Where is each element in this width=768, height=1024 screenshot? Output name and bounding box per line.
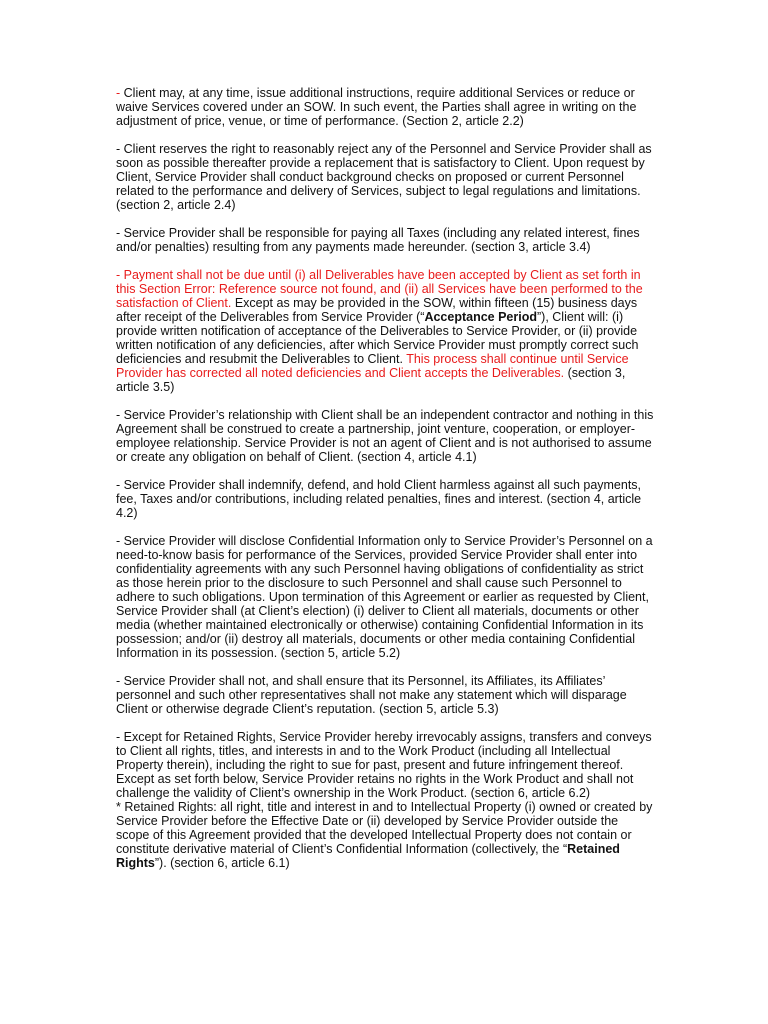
clause-text: - Service Provider will disclose Confidential Information only to Service Provider’s Personnel on a need-to-know basis for performance of the Services, provided Service Provider shall enter into confidentiality agreements with any such Personnel having obligations of confidentiality as strict as those herein prior to the disclosure to such Personnel and shall cause such Personnel to adhere to such obligations. Upon termination of this Agreement or earlier as requested by Client, Service Provider shall (at Client’s election) (i) deliver to Client all materials, documents or other media (whether maintained electronically or otherwise) containing Confidential Information in its possession; and/or (ii) destroy all materials, documents or other media containing Confidential Information in its possession. (section 5, article 5.2)	[116, 534, 653, 660]
clause-independent-contractor	[116, 408, 654, 464]
clause-text: * Retained Rights: all right, title and interest in and to Intellectual Property (i) owned or created by Service Provider before the Effective Date or (ii) developed by Service Provider outside the scope of this Agreement provided that the developed Intellectual Property does not contain or constitute derivative material of Client’s Confidential Information (collectively, the “	[116, 800, 653, 856]
clause-text: Client may, at any time, issue additional instructions, require additional Services or reduce or waive Services covered under an SOW. In such event, the Parties shall agree in writing on the adjustment of price, venue, or time of performance. (Section 2, article 2.2)	[116, 86, 637, 128]
clause-client-instructions	[116, 86, 654, 128]
highlighted-text: - Payment shall not be due until (i) all Deliverables have been accepted by Client as set forth in this Section Error: Reference source not found, and (ii) all Services have been performed to the satisfaction of Client.	[116, 268, 643, 310]
defined-term: Acceptance Period	[424, 310, 537, 324]
clause-taxes	[116, 226, 654, 254]
clause-work-product-assignment	[116, 730, 654, 800]
clause-non-disparagement	[116, 674, 654, 716]
clause-text: Except as may be provided in the SOW, within fifteen (15) business days after receipt of the Deliverables from Service Provider (“	[116, 296, 638, 324]
clause-text: (section 3, article 3.5)	[116, 366, 626, 394]
clause-text: - Except for Retained Rights, Service Provider hereby irrevocably assigns, transfers and conveys to Client all rights, titles, and interests in and to the Work Product (including all Intellectual Property therein), including the right to sue for past, present and future infringement thereof. Except as set forth below, Service Provider retains no rights in the Work Product and shall not challenge the validity of Client’s ownership in the Work Product. (section 6, article 6.2)	[116, 730, 652, 800]
clause-personnel-rejection	[116, 142, 654, 212]
clause-text: - Service Provider shall indemnify, defend, and hold Client harmless against all such payments, fee, Taxes and/or contributions, including related penalties, fines and interest. (section 4, article 4.2)	[116, 478, 642, 520]
clause-payment-acceptance	[116, 268, 654, 394]
clause-text: - Client reserves the right to reasonably reject any of the Personnel and Service Provider shall as soon as possible thereafter provide a replacement that is satisfactory to Client. Upon request by Client, Service Provider shall conduct background checks on proposed or current Personnel related to the performance and delivery of Services, subject to legal regulations and limitations. (section 2, article 2.4)	[116, 142, 652, 212]
clause-text: - Service Provider shall be responsible for paying all Taxes (including any related interest, fines and/or penalties) resulting from any payments made hereunder. (section 3, article 3.4)	[116, 226, 640, 254]
clause-indemnify	[116, 478, 654, 520]
highlighted-text: This process shall continue until Service Provider has corrected all noted deficiencies and Client accepts the Deliverables.	[116, 352, 629, 380]
document-body	[116, 86, 654, 884]
clause-confidential-information	[116, 534, 654, 660]
clause-text: ”), Client will: (i) provide written notification of acceptance of the Deliverables to Service Provider, or (ii) provide written notification of any deficiencies, after which Service Provider must promptly correct such deficiencies and resubmit the Deliverables to Client.	[116, 310, 639, 366]
defined-term: Retained Rights	[116, 842, 620, 870]
clause-retained-rights	[116, 800, 654, 870]
bullet-dash: -	[116, 86, 124, 100]
clause-text: ”). (section 6, article 6.1)	[154, 856, 290, 870]
clause-text: - Service Provider shall not, and shall ensure that its Personnel, its Affiliates, its Affiliates’ personnel and such other representatives shall not make any statement which will disparage Client or otherwise degrade Client’s reputation. (section 5, article 5.3)	[116, 674, 627, 716]
clause-text: - Service Provider’s relationship with Client shall be an independent contractor and nothing in this Agreement shall be construed to create a partnership, joint venture, cooperation, or employer-employee relationship. Service Provider is not an agent of Client and is not authorised to assume or create any obligation on behalf of Client. (section 4, article 4.1)	[116, 408, 654, 464]
